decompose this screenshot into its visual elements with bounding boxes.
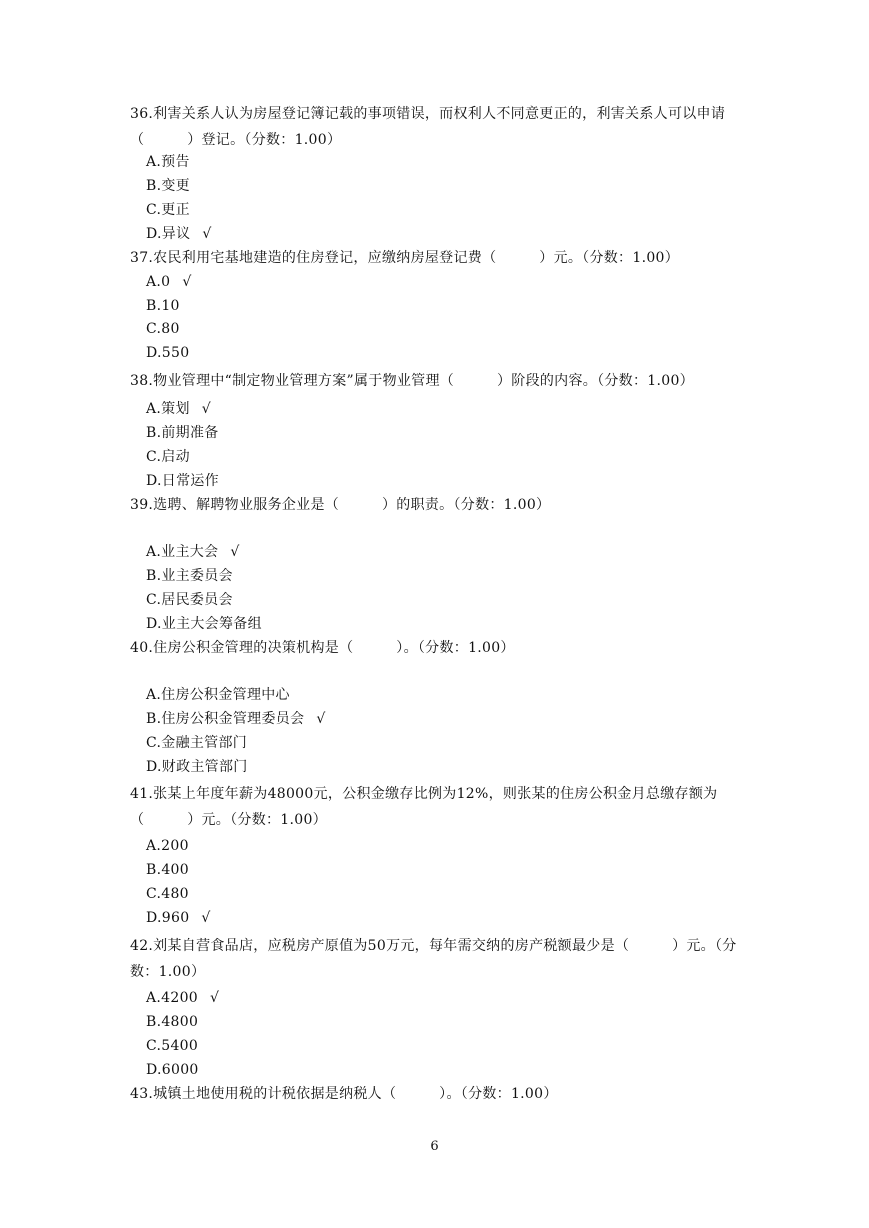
question-40-stem: 40.住房公积金管理的决策机构是（ ）。（分数：1.00） <box>130 640 515 656</box>
question-36-option-d: D.异议 √ <box>146 226 212 242</box>
question-41-stem: 41.张某上年度年薪为48000元，公积金缴存比例为12%，则张某的住房公积金月总缴存额为（ ）元。（分数：1.00） <box>130 786 718 828</box>
question-42-stem: 42.刘某自营食品店，应税房产原值为50万元，每年需交纳的房产税额最少是（ ）元。（分数：1.00） <box>130 938 737 980</box>
question-37-option-b: B.10 <box>146 298 180 314</box>
question-37-option-d: D.550 <box>146 345 190 361</box>
question-39-option-b: B.业主委员会 <box>146 568 233 584</box>
question-41-option-c: C.480 <box>146 886 189 902</box>
question-36-option-b: B.变更 <box>146 178 190 194</box>
question-40-option-c: C.金融主管部门 <box>146 735 248 751</box>
check-mark-icon: √ <box>201 910 211 926</box>
question-38-stem: 38.物业管理中“制定物业管理方案”属于物业管理（ ）阶段的内容。（分数：1.00） <box>130 373 694 389</box>
question-43-stem: 43.城镇土地使用税的计税依据是纳税人（ ）。（分数：1.00） <box>130 1086 558 1102</box>
question-37-option-c: C.80 <box>146 321 180 337</box>
question-41-option-d: D.960 √ <box>146 910 211 926</box>
question-37-stem: 37.农民利用宅基地建造的住房登记，应缴纳房屋登记费（ ）元。（分数：1.00） <box>130 250 680 266</box>
question-41-option-a: A.200 <box>146 838 189 854</box>
check-mark-icon: √ <box>210 990 220 1006</box>
question-38-option-d: D.日常运作 <box>146 473 219 489</box>
question-41-option-b: B.400 <box>146 862 189 878</box>
question-39-option-d: D.业主大会筹备组 <box>146 616 262 632</box>
question-40-option-b: B.住房公积金管理委员会 √ <box>146 711 326 727</box>
question-36-option-c: C.更正 <box>146 202 190 218</box>
question-38-option-c: C.启动 <box>146 449 190 465</box>
check-mark-icon: √ <box>316 711 326 727</box>
question-39-option-a: A.业主大会 √ <box>146 544 240 560</box>
question-40-option-a: A.住房公积金管理中心 <box>146 687 290 703</box>
question-39-stem: 39.选聘、解聘物业服务企业是（ ）的职责。（分数：1.00） <box>130 497 551 513</box>
check-mark-icon: √ <box>202 226 212 242</box>
question-39-option-c: C.居民委员会 <box>146 592 233 608</box>
question-40-option-d: D.财政主管部门 <box>146 759 248 775</box>
page-number: 6 <box>430 1139 439 1154</box>
check-mark-icon: √ <box>201 401 211 417</box>
question-42-option-a: A.4200 √ <box>146 990 220 1006</box>
question-42-option-b: B.4800 <box>146 1014 199 1030</box>
check-mark-icon: √ <box>182 274 192 290</box>
question-37-option-a: A.0 √ <box>146 274 192 290</box>
question-38-option-a: A.策划 √ <box>146 401 211 417</box>
question-36-option-a: A.预告 <box>146 154 190 170</box>
question-42-option-c: C.5400 <box>146 1038 199 1054</box>
question-36-stem: 36.利害关系人认为房屋登记簿记载的事项错误，而权利人不同意更正的，利害关系人可以申请（ ）登记。（分数：1.00） <box>130 106 726 148</box>
question-38-option-b: B.前期准备 <box>146 425 219 441</box>
question-42-option-d: D.6000 <box>146 1062 199 1078</box>
check-mark-icon: √ <box>230 544 240 560</box>
